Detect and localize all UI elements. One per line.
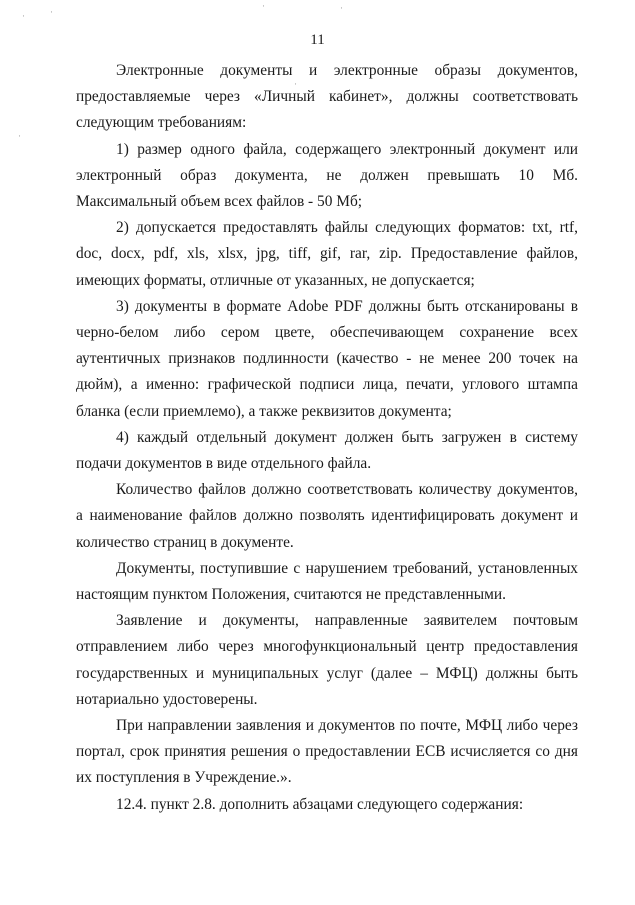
list-item: 4) каждый отдельный документ должен быть загружен в систему подачи документов в виде отдельного файла.: [76, 428, 578, 473]
scan-speck: ·: [18, 131, 21, 141]
list-item: 2) допускается предоставлять файлы следующих форматов: txt, rtf, doc, docx, pdf, xls, xlsx, jpg, tiff, gif, rar, zip. Предоставление файлов, имеющих форматы, отличные от указанных, не допускается;: [76, 219, 578, 289]
scan-speck: ·: [50, 7, 53, 17]
paragraph: Документы, поступившие с нарушением требований, установленных настоящим пунктом Положения, считаются не представленными.: [76, 559, 578, 604]
list-item: 1) размер одного файла, содержащего электронный документ или электронный образ документа, не должен превышать 10 Мб. Максимальный объем всех файлов - 50 Мб;: [76, 140, 578, 211]
scan-speck: ·: [340, 3, 343, 13]
list-item: 3) документы в формате Adobe PDF должны быть отсканированы в черно-белом либо сером цвете, обеспечивающем сохранение всех аутентичных признаков подлинности (качество - не менее 200 точек на дюйм), а именно: графической подписи лица, печати, углового штампа бланка (если приемлемо), а также реквизитов документа;: [76, 297, 578, 420]
scan-speck: ·: [262, 1, 265, 11]
paragraph: 12.4. пункт 2.8. дополнить абзацами следующего содержания:: [116, 795, 524, 813]
paragraph: Количество файлов должно соответствовать количеству документов, а наименование файлов должно позволять идентифицировать документ и количество страниц в документе.: [76, 481, 578, 551]
paragraph: Электронные документы и электронные образы документов, предоставляемые через «Личный кабинет», должны соответствовать следующим требованиям:: [76, 62, 578, 132]
paragraph: При направлении заявления и документов по почте, МФЦ либо через портал, срок принятия решения о предоставлении ЕСВ исчисляется со дня их поступления в Учреждение.».: [76, 717, 578, 787]
page-number: 11: [310, 32, 325, 48]
scan-speck: ·: [294, 79, 297, 89]
paragraph: Заявление и документы, направленные заявителем почтовым отправлением либо через многофункциональный центр предоставления государственных и муниципальных услуг (далее – МФЦ) должны быть нотариально удостоверены.: [76, 612, 578, 708]
document-body: [76, 58, 578, 818]
scan-speck: ·: [22, 11, 25, 21]
